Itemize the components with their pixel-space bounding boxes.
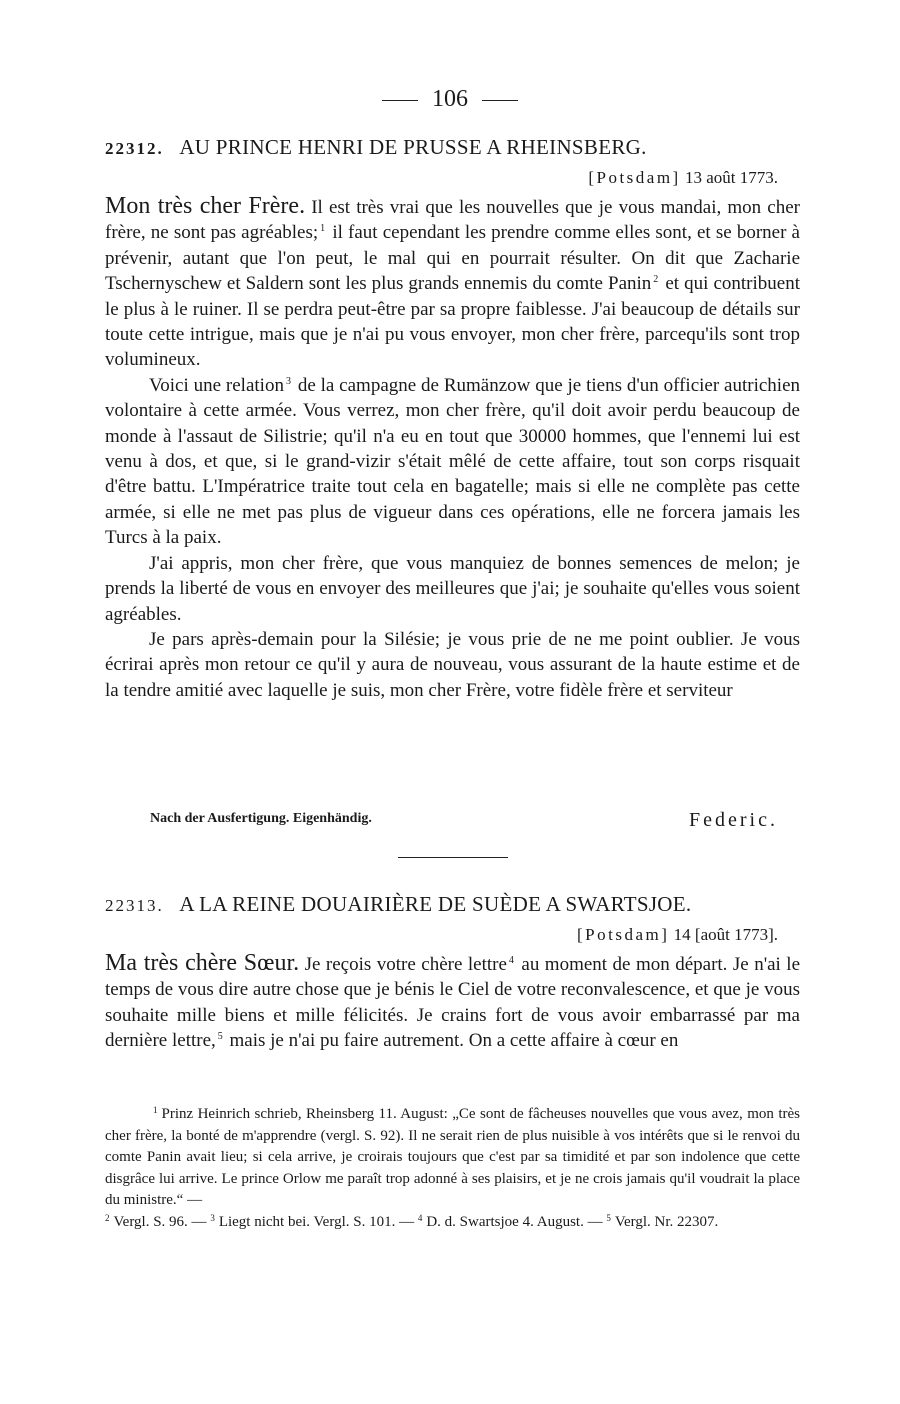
letter-place: [Potsdam]	[588, 168, 681, 187]
footnote-group	[105, 1212, 800, 1234]
paragraph: J'ai appris, mon cher frère, que vous manquiez de bonnes semences de melon; je prends la liberté de vous en envoyer des meilleures que j'ai; je souhaite qu'elles vous soient agréables.	[105, 552, 800, 625]
source-note: Nach der Ausfertigung. Eigenhändig.	[150, 811, 372, 826]
paragraph-text: au moment de mon départ. Je n'ai le temps de vous dire autre chose que je bénis le Ciel de votre reconvalescence, et que je vous souhaite mille biens et mille félicités. Je crains fort de vous avoir embarrassé par ma dernière lettre,	[105, 954, 801, 1052]
footnote-mark: 4	[417, 1212, 423, 1223]
footnote-text: D. d. Swartsjoe 4. August. —	[426, 1213, 603, 1230]
letter-number: 22313.	[105, 896, 164, 915]
footnote-mark: 2	[105, 1212, 110, 1223]
footnote-mark: 3	[210, 1212, 215, 1223]
footnote-text: Prinz Heinrich schrieb, Rheinsberg 11. August: „Ce sont de fâcheuses nouvelles que vous avez, mon très cher frère, la bonté de m'apprendre (vergl. S. 92). Il ne serait rien de plus nuisible à vos intérêts que si le renvoi du comte Panin avait lieu; si cela arrive, je croirais toujours que c'est par sa timidité et par son indolence que cette disgrâce lui arrive. Le prince Orlow me paraît trop adonné à ses plaisirs, et je ne crois jamais qu'il voudrait la place du ministre.“ —	[105, 1106, 800, 1208]
letter-dateline	[588, 167, 778, 189]
paragraph-text: et qui contribuent le plus à le ruiner. Il se perdra peut-être par sa propre faiblesse. J'ai beaucoup de détails sur toute cette intrigue, mais que je n'ai pu vous envoyer, mon cher frère, parcequ'ils sont trop volumineux.	[105, 273, 800, 371]
footnote-text: Vergl. Nr. 22307.	[614, 1213, 719, 1230]
paragraph: Je pars après-demain pour la Silésie; je vous prie de ne me point oublier. Je vous écrirai après mon retour ce qu'il y aura de nouveau, vous assurant de la haute estime et de la tendre amitié avec laquelle je suis, mon cher Frère, votre fidèle frère et serviteur	[105, 628, 800, 701]
paragraph	[105, 951, 800, 1054]
footnote-text: Vergl. S. 96. —	[113, 1213, 207, 1230]
footnote-text: Liegt nicht bei. Vergl. S. 101. —	[218, 1213, 415, 1230]
letter-heading	[105, 134, 785, 162]
letter-dateline	[577, 924, 778, 946]
page-number: 106	[432, 86, 468, 112]
letter-number: 22312.	[105, 139, 164, 158]
paragraph-text: Voici une relation	[149, 374, 284, 396]
letter-title: AU PRINCE HENRI DE PRUSSE A RHEINSBERG.	[179, 135, 647, 159]
letter-body	[105, 951, 800, 1054]
paragraph-text: il faut cependant les prendre comme elles sont, et se borner à prévenir, autant que l'on peut, le mal qui en pourrait résulter. On dit que Zacharie Tschernyschew et Saldern sont les plus grands ennemis du comte Panin	[105, 222, 800, 295]
footnote-ref[interactable]: 3	[285, 375, 291, 387]
footnote-ref[interactable]: 5	[217, 1031, 223, 1043]
letter-heading	[105, 891, 785, 919]
paragraph-text: de la campagne de Rumänzow que je tiens d'un officier autrichien volontaire à cette armée. Vous verrez, mon cher frère, qu'il doit avoir perdu beaucoup de monde à l'assaut de Silistrie; qu'il n'a eu en tout que 30000 hommes, que l'ennemi lui est venu à dos, et que, si le grand-vizir s'était mêlé de cette affaire, tout son corps risquait d'être battu. L'Impératrice traite tout cela en bagatelle; mais si elle ne complète pas cette armée, si elle ne met pas plus de vigueur dans ces opérations, elle ne forcera jamais les Turcs à la paix.	[105, 374, 801, 549]
letter-date: 13 août 1773.	[684, 168, 778, 187]
footnote	[105, 1104, 800, 1212]
letter-title: A LA REINE DOUAIRIÈRE DE SUÈDE A SWARTSJOE.	[179, 892, 692, 916]
signature: Federic.	[689, 809, 778, 831]
paragraph-text: Il est très vrai que les nouvelles que je vous mandai, mon cher frère, ne sont pas agréables;	[105, 197, 801, 244]
paragraph	[105, 194, 800, 373]
letter-place: [Potsdam]	[577, 925, 670, 944]
paragraph	[105, 373, 800, 551]
header-dash-right	[482, 100, 518, 101]
section-divider	[398, 857, 508, 858]
paragraph-text: mais je n'ai pu faire autrement. On a cette affaire à cœur en	[229, 1030, 679, 1052]
salutation: Mon très cher Frère.	[105, 193, 306, 219]
salutation: Ma très chère Sœur.	[105, 950, 300, 976]
footnote-ref[interactable]: 1	[320, 223, 326, 235]
letter-date: 14 [août 1773].	[673, 925, 778, 944]
footnote-mark: 1	[153, 1105, 158, 1115]
paragraph-text: Je reçois votre chère lettre	[304, 954, 507, 975]
footnote-mark: 5	[606, 1212, 611, 1223]
footnote-ref[interactable]: 2	[653, 274, 659, 286]
page-header	[0, 84, 900, 114]
letter-body	[105, 194, 800, 703]
header-dash-left	[382, 100, 418, 101]
footnotes	[105, 1104, 800, 1233]
footnote-ref[interactable]: 4	[508, 955, 514, 966]
